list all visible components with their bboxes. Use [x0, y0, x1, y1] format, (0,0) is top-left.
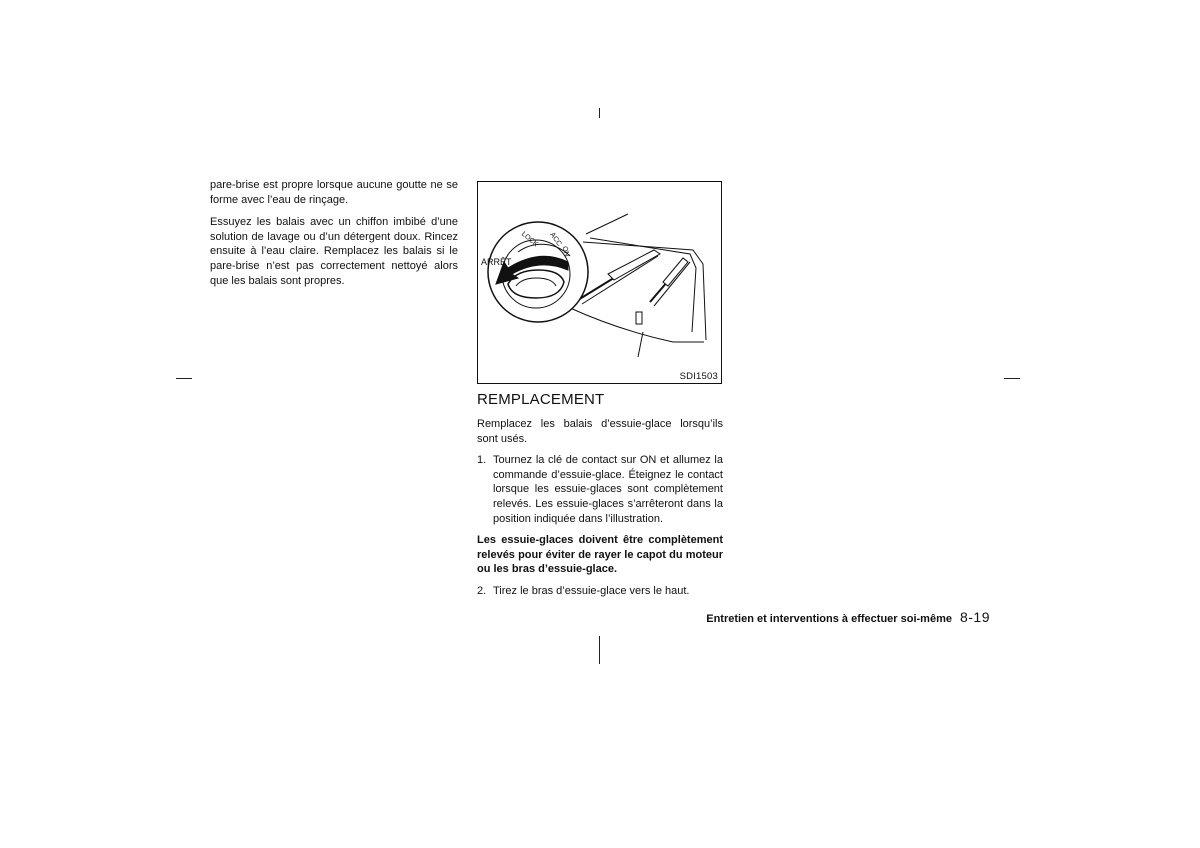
crop-mark-left	[176, 378, 192, 379]
step-number: 2.	[477, 584, 487, 597]
step-text: Tournez la clé de contact sur ON et allumez la commande d’essuie-glace. Éteignez le contact lorsque les essuie-glaces sont complètement relevés. Les essuie-glaces s’arrêteront dans la position indiquée dans l’illustration.	[493, 454, 723, 525]
figure-code: SDI1503	[679, 371, 718, 382]
step-text: Tirez le bras d’essuie-glace vers le haut.	[493, 584, 690, 597]
crop-mark-bottom	[599, 636, 600, 664]
label-lock: LOCK	[519, 230, 540, 249]
right-column	[477, 391, 723, 606]
step-number: 1.	[477, 454, 487, 467]
label-off: ARRÊT	[481, 257, 512, 267]
intro-paragraph: Remplacez les balais d’essuie-glace lorsqu’ils sont usés.	[477, 418, 723, 445]
label-on: ON	[560, 245, 570, 258]
left-paragraph-2: Essuyez les balais avec un chiffon imbibé d’une solution de lavage ou d’un détergent doux. Rincez ensuite à l’eau claire. Remplacez les balais si le pare-brise n’est pas correctement nettoyé alors que les balais sont propres.	[210, 216, 458, 287]
steps-list-continued	[477, 584, 723, 599]
wiper-drawing	[478, 182, 721, 383]
crop-mark-right	[1004, 378, 1020, 379]
wiper-illustration	[477, 181, 722, 384]
left-column	[210, 178, 458, 296]
section-heading: REMPLACEMENT	[477, 391, 605, 408]
steps-list	[477, 453, 723, 526]
left-paragraph-1: pare-brise est propre lorsque aucune goutte ne se forme avec l’eau de rinçage.	[210, 179, 458, 206]
label-acc: ACC	[548, 231, 563, 248]
crop-mark-top	[599, 108, 600, 118]
footer-section-title: Entretien et interventions à effectuer soi-même	[706, 613, 952, 625]
list-item	[477, 584, 723, 599]
page-footer	[690, 609, 990, 625]
list-item	[477, 453, 723, 526]
warning-paragraph: Les essuie-glaces doivent être complètement relevés pour éviter de rayer le capot du moteur ou les bras d’essuie-glace.	[477, 534, 723, 576]
page-number: 8-19	[959, 609, 990, 625]
